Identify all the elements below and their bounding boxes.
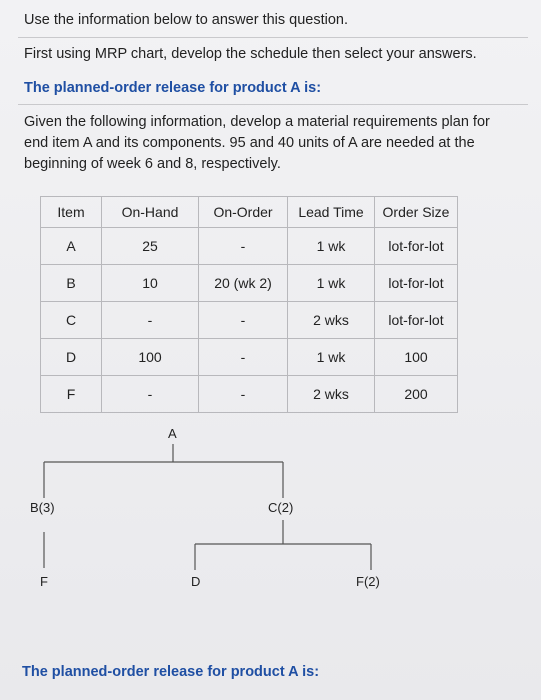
cell-on-order: - xyxy=(199,302,288,339)
header-item: Item xyxy=(41,197,102,228)
cell-lead-time: 1 wk xyxy=(288,339,375,376)
cell-item: B xyxy=(41,265,102,302)
header-on-hand: On-Hand xyxy=(102,197,199,228)
instruction-line-1: Use the information below to answer this question. xyxy=(24,12,349,28)
cell-lead-time: 2 wks xyxy=(288,376,375,413)
cell-item: A xyxy=(41,228,102,265)
tree-node-f-under-b: F xyxy=(40,574,48,589)
cell-order-size: lot-for-lot xyxy=(375,265,458,302)
header-order-size: Order Size xyxy=(375,197,458,228)
bottom-question: The planned-order release for product A is: xyxy=(22,664,320,680)
tree-node-b: B(3) xyxy=(30,500,55,515)
table-header-row xyxy=(41,197,458,228)
tree-node-c: C(2) xyxy=(268,500,294,515)
tree-node-d: D xyxy=(191,574,201,589)
paragraph-line-2: end item A and its components. 95 and 40 units of A are needed at the xyxy=(24,135,475,151)
cell-on-order: - xyxy=(199,228,288,265)
cell-order-size: lot-for-lot xyxy=(375,302,458,339)
divider xyxy=(18,37,528,38)
tree-node-a: A xyxy=(168,426,177,441)
cell-order-size: 200 xyxy=(375,376,458,413)
cell-lead-time: 1 wk xyxy=(288,228,375,265)
table-row xyxy=(41,376,458,413)
divider xyxy=(18,104,528,105)
tree-node-f-under-c: F(2) xyxy=(356,574,380,589)
product-structure-tree xyxy=(0,420,541,595)
cell-on-hand: - xyxy=(102,302,199,339)
paragraph-line-3: beginning of week 6 and 8, respectively. xyxy=(24,156,281,172)
cell-item: F xyxy=(41,376,102,413)
cell-lead-time: 2 wks xyxy=(288,302,375,339)
cell-on-hand: 25 xyxy=(102,228,199,265)
question-heading: The planned-order release for product A is: xyxy=(24,80,322,96)
instruction-line-2: First using MRP chart, develop the schedule then select your answers. xyxy=(24,46,477,62)
table-row xyxy=(41,228,458,265)
cell-lead-time: 1 wk xyxy=(288,265,375,302)
table-row xyxy=(41,302,458,339)
cell-on-order: 20 (wk 2) xyxy=(199,265,288,302)
cell-item: C xyxy=(41,302,102,339)
cell-order-size: lot-for-lot xyxy=(375,228,458,265)
cell-on-order: - xyxy=(199,339,288,376)
header-on-order: On-Order xyxy=(199,197,288,228)
cell-on-order: - xyxy=(199,376,288,413)
cell-on-hand: 10 xyxy=(102,265,199,302)
cell-order-size: 100 xyxy=(375,339,458,376)
table-row xyxy=(41,339,458,376)
paragraph-line-1: Given the following information, develop a material requirements plan for xyxy=(24,114,490,130)
cell-on-hand: 100 xyxy=(102,339,199,376)
inventory-table xyxy=(40,196,458,413)
problem-paragraph xyxy=(24,112,524,175)
cell-on-hand: - xyxy=(102,376,199,413)
cell-item: D xyxy=(41,339,102,376)
header-lead-time: Lead Time xyxy=(288,197,375,228)
table-row xyxy=(41,265,458,302)
